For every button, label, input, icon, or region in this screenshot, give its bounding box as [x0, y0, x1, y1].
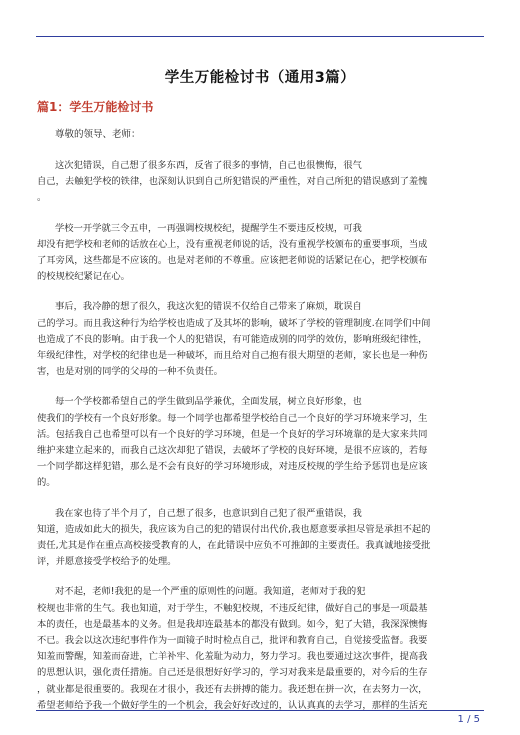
paragraph	[37, 299, 483, 380]
paragraph-line: 对不起，老师!我犯的是一个严重的原则性的问题。我知道，老师对于我的犯	[55, 586, 366, 598]
paragraph-line: 的校规校纪紧记在心。	[37, 271, 130, 283]
paragraph-line: 一个同学都这样犯错，那么是不会有良好的学习环境形成，对违反校规的学生给予惩罚也是应该	[37, 461, 428, 473]
document-title: 学生万能检讨书（通用3篇）	[164, 70, 356, 86]
paragraph	[37, 158, 483, 207]
paragraph-line: 每一个学校都希望自己的学生做到品学兼优，全面发展，树立良好形象，也	[55, 396, 362, 408]
greeting: 尊敬的领导、老师：	[55, 129, 141, 140]
paragraph-line: ，就业都是很重要的。我现在才很小，我还有去拼搏的能力。我还想在拼一次，在去努力一次，	[37, 683, 428, 695]
paragraph-line: 不已。我会以这次违纪事件作为一面镜子时时检点自己，批评和教育自己，自觉接受监督。我要	[37, 635, 428, 647]
page-indicator: 1 / 5	[457, 714, 480, 725]
paragraph	[37, 394, 483, 491]
paragraph-line: 却没有把学校和老师的话放在心上，没有重视老师说的话，没有重视学校颁布的重要事项，当成	[37, 238, 428, 250]
paragraph-line: 学校一开学就三令五申，一再强调校规校纪，提醒学生不要违反校规，可我	[55, 222, 362, 234]
paragraph-line: 的思想认识，强化责任措施。自己还是很想好好学习的，学习对我来是最重要的，对今后的生存	[37, 667, 428, 679]
paragraph-line: 知羞而警醒，知羞而奋进，亡羊补牢、化羞耻为动力，努力学习。我也要通过这次事件，提高我	[37, 651, 428, 663]
paragraph	[37, 221, 483, 286]
paragraph-line: 活。包括我自己也希望可以有一个良好的学习环境，但是一个良好的学习环境靠的是大家来共同	[37, 428, 428, 440]
paragraph-line: 校规也非常的生气。我也知道，对于学生，不触犯校规，不违反纪律，做好自己的事是一项最基	[37, 602, 428, 614]
paragraph-line: 也造成了不良的影响。由于我一个人的犯错误，有可能造成别的同学的效仿，影响班级纪律性，	[37, 333, 428, 345]
bottom-rule	[36, 710, 484, 711]
section-heading: 篇1：学生万能检讨书	[37, 100, 154, 114]
paragraph-line: 己的学习。而且我这种行为给学校也造成了及其坏的影响，破坏了学校的管理制度.在同学们中间	[37, 317, 431, 329]
paragraph-line: 这次犯错误，自己想了很多东西，反省了很多的事情，自己也很懊悔，很气	[55, 160, 362, 171]
paragraph-line: 维护来建立起来的，而我自己这次却犯了错误，去破坏了学校的良好环境，是很不应该的，若每	[37, 445, 428, 457]
paragraph-line: 害，也是对别的同学的父母的一种不负责任。	[37, 366, 223, 378]
paragraph-line: 自己，去触犯学校的铁律，也深刻认识到自己所犯错误的严重性，对自己所犯的错误感到了羞愧	[37, 176, 428, 188]
paragraph-line: 本的责任，也是最基本的义务。但是我却连最基本的都没有做到。如今，犯了大错，我深深懊悔	[37, 618, 428, 630]
paragraph-list	[37, 158, 483, 714]
document-body	[37, 126, 483, 728]
paragraph-line: 我在家也待了半个月了，自己想了很多，也意识到自己犯了很严重错误，我	[55, 507, 362, 519]
paragraph-line: 事后，我冷静的想了很久，我这次犯的错误不仅给自己带来了麻烦，耽误自	[55, 301, 362, 313]
paragraph-line: 使我们的学校有一个良好形象。每一个同学也都希望学校给自己一个良好的学习环境来学习，生	[37, 412, 428, 424]
paragraph	[37, 584, 483, 714]
paragraph-line: 的。	[37, 477, 56, 489]
paragraph-line: 。	[37, 192, 47, 204]
paragraph	[37, 506, 483, 571]
paragraph-line: 了耳旁风，这些都是不应该的。也是对老师的不尊重。应该把老师说的话紧记在心，把学校颁布	[37, 255, 428, 267]
paragraph-line: 年级纪律性，对学校的纪律也是一种破坏，而且给对自己抱有很大期望的老师，家长也是一种伤	[37, 350, 428, 362]
paragraph-line: 希望老师给予我一个做好学生的一个机会，我会好好改过的，认认真真的去学习，那样的生活充	[37, 699, 428, 711]
paragraph-line: 责任,尤其是作在重点高校接受教育的人，在此错误中应负不可推卸的主要责任。我真诚地接受批	[37, 540, 431, 552]
paragraph-line: 知道，造成如此大的损失，我应该为自己的犯的错误付出代价,我也愿意要承担尽管是承担不起的	[37, 523, 431, 535]
top-rule	[36, 36, 484, 37]
paragraph-line: 评，并愿意接受学校给予的处理。	[37, 556, 177, 568]
